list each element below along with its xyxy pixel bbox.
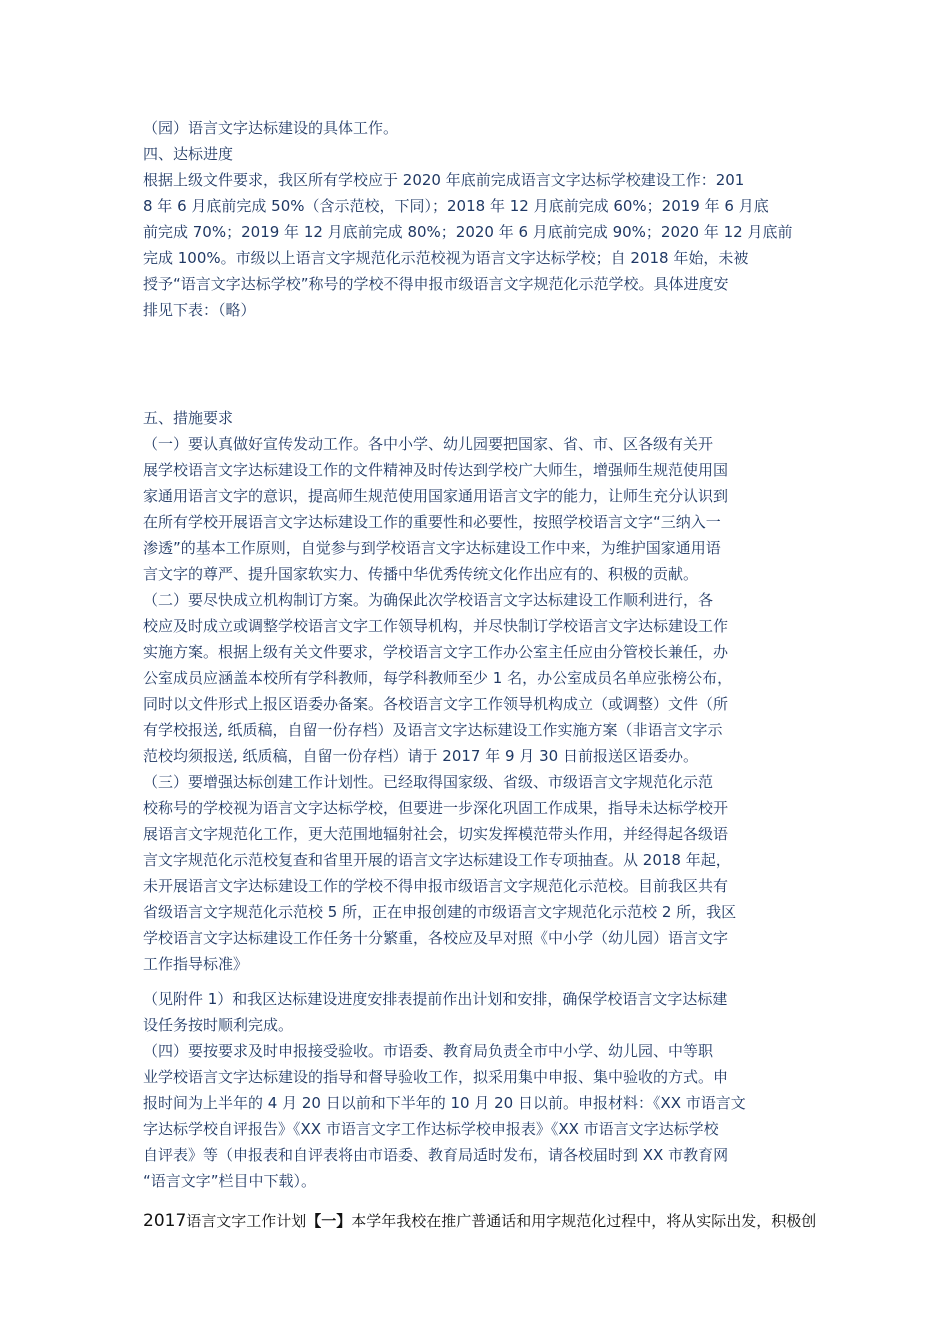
paragraph-line: （见附件 1）和我区达标建设进度安排表提前作出计划和安排，确保学校语言文字达标建	[143, 990, 728, 1008]
paragraph-line: 展语言文字规范化工作，更大范围地辐射社会，切实发挥模范带头作用，并经得起各级语	[143, 825, 729, 843]
paragraph-line: 家通用语言文字的意识，提高师生规范使用国家通用语言文字的能力，让师生充分认识到	[143, 487, 729, 505]
paragraph-line: （一）要认真做好宣传发动工作。各中小学、幼儿园要把国家、省、市、区各级有关开	[143, 435, 714, 453]
paragraph-line: 范校均须报送, 纸质稿，自留一份存档）请于 2017 年 9 月 30 日前报送区语委办。	[143, 747, 698, 765]
heading-measures: 五、措施要求	[143, 409, 234, 427]
paragraph-line: 省级语言文字规范化示范校 5 所，正在申报创建的市级语言文字规范化示范校 2 所，我区	[143, 903, 737, 921]
paragraph-3-continued	[143, 986, 811, 1038]
progress-line: 8 年 6 月底前完成 50%（含示范校，下同）；2018 年 12 月底前完成 60%；2019 年 6 月底	[143, 197, 769, 215]
progress-line: 授予“语言文字达标学校”称号的学校不得申报市级语言文字规范化示范学校。具体进度安	[143, 275, 729, 293]
paragraph-line: 言文字的尊严、提升国家软实力、传播中华优秀传统文化作出应有的、积极的贡献。	[143, 565, 699, 583]
paragraph-line: 渗透”的基本工作原则，自觉参与到学校语言文字达标建设工作中来，为维护国家通用语	[143, 539, 721, 557]
progress-line: 前完成 70%；2019 年 12 月底前完成 80%；2020 年 6 月底前完成 90%；2020 年 12 月底前	[143, 223, 793, 241]
paragraph-line: 校应及时成立或调整学校语言文字工作领导机构，并尽快制订学校语言文字达标建设工作	[143, 617, 729, 635]
paragraph-line: 同时以文件形式上报区语委办备案。各校语言文字工作领导机构成立（或调整）文件（所	[143, 695, 729, 713]
paragraph-line: “语言文字”栏目中下载）。	[143, 1172, 317, 1190]
paragraph-line: （四）要按要求及时申报接受验收。市语委、教育局负责全市中小学、幼儿园、中等职	[143, 1042, 714, 1060]
paragraph-line: 言文字规范化示范校复查和省里开展的语言文字达标建设工作专项抽查。从 2018 年起，	[143, 851, 731, 869]
paragraph-line: 有学校报送, 纸质稿，自留一份存档）及语言文字达标建设工作实施方案（非语言文字示	[143, 721, 723, 739]
footer-year: 2017	[143, 1211, 187, 1231]
section-4-block	[143, 115, 811, 323]
progress-line: 排见下表：（略）	[143, 301, 256, 319]
paragraph-line: 工作指导标准》	[143, 955, 249, 973]
paragraph-line: 实施方案。根据上级有关文件要求，学校语言文字工作办公室主任应由分管校长兼任，办	[143, 643, 729, 661]
paragraph-line: 校称号的学校视为语言文字达标学校，但要进一步深化巩固工作成果，指导未达标学校开	[143, 799, 729, 817]
paragraph-line: 报时间为上半年的 4 月 20 日以前和下半年的 10 月 20 日以前。申报材料：《XX 市语言文	[143, 1094, 746, 1112]
paragraph-line: 设任务按时顺利完成。	[143, 1016, 294, 1034]
progress-line: 完成 100%。市级以上语言文字规范化示范校视为语言文字达标学校；自 2018 年始，未被	[143, 249, 749, 267]
paragraph-line: 自评表》等（申报表和自评表将由市语委、教育局适时发布，请各校届时到 XX 市教育网	[143, 1146, 729, 1164]
paragraph-line: 在所有学校开展语言文字达标建设工作的重要性和必要性，按照学校语言文字“三纳入一	[143, 513, 721, 531]
paragraph-line: 学校语言文字达标建设工作任务十分繁重，各校应及早对照《中小学（幼儿园）语言文字	[143, 929, 729, 947]
paragraph-3	[143, 769, 811, 977]
paragraph-line: （二）要尽快成立机构制订方案。为确保此次学校语言文字达标建设工作顺利进行，各	[143, 591, 714, 609]
paragraph-line: 字达标学校自评报告》《XX 市语言文字工作达标学校申报表》《XX 市语言文字达标学校	[143, 1120, 719, 1138]
footer-title: 语言文字工作计划	[186, 1212, 307, 1230]
paragraph-line: 业学校语言文字达标建设的指导和督导验收工作，拟采用集中申报、集中验收的方式。申	[143, 1068, 729, 1086]
paragraph-line: （三）要增强达标创建工作计划性。已经取得国家级、省级、市级语言文字规范化示范	[143, 773, 714, 791]
paragraph-line: 展学校语言文字达标建设工作的文件精神及时传达到学校广大师生，增强师生规范使用国	[143, 461, 729, 479]
footer-text: 本学年我校在推广普通话和用字规范化过程中，将从实际出发，积极创	[351, 1212, 817, 1230]
paragraph-line: 未开展语言文字达标建设工作的学校不得申报市级语言文字规范化示范校。目前我区共有	[143, 877, 729, 895]
heading-progress: 四、达标进度	[143, 145, 234, 163]
footer-marker: 【一】	[306, 1212, 352, 1230]
paragraph-4	[143, 1038, 811, 1194]
line-yuan: （园）语言文字达标建设的具体工作。	[143, 119, 399, 137]
paragraph-1	[143, 431, 811, 587]
progress-line: 根据上级文件要求，我区所有学校应于 2020 年底前完成语言文字达标学校建设工作：201	[143, 171, 745, 189]
paragraph-line: 公室成员应涵盖本校所有学科教师，每学科教师至少 1 名，办公室成员名单应张榜公布，	[143, 669, 733, 687]
section-5-heading-block	[143, 405, 811, 431]
paragraph-2	[143, 587, 811, 769]
next-document-heading	[143, 1208, 816, 1234]
